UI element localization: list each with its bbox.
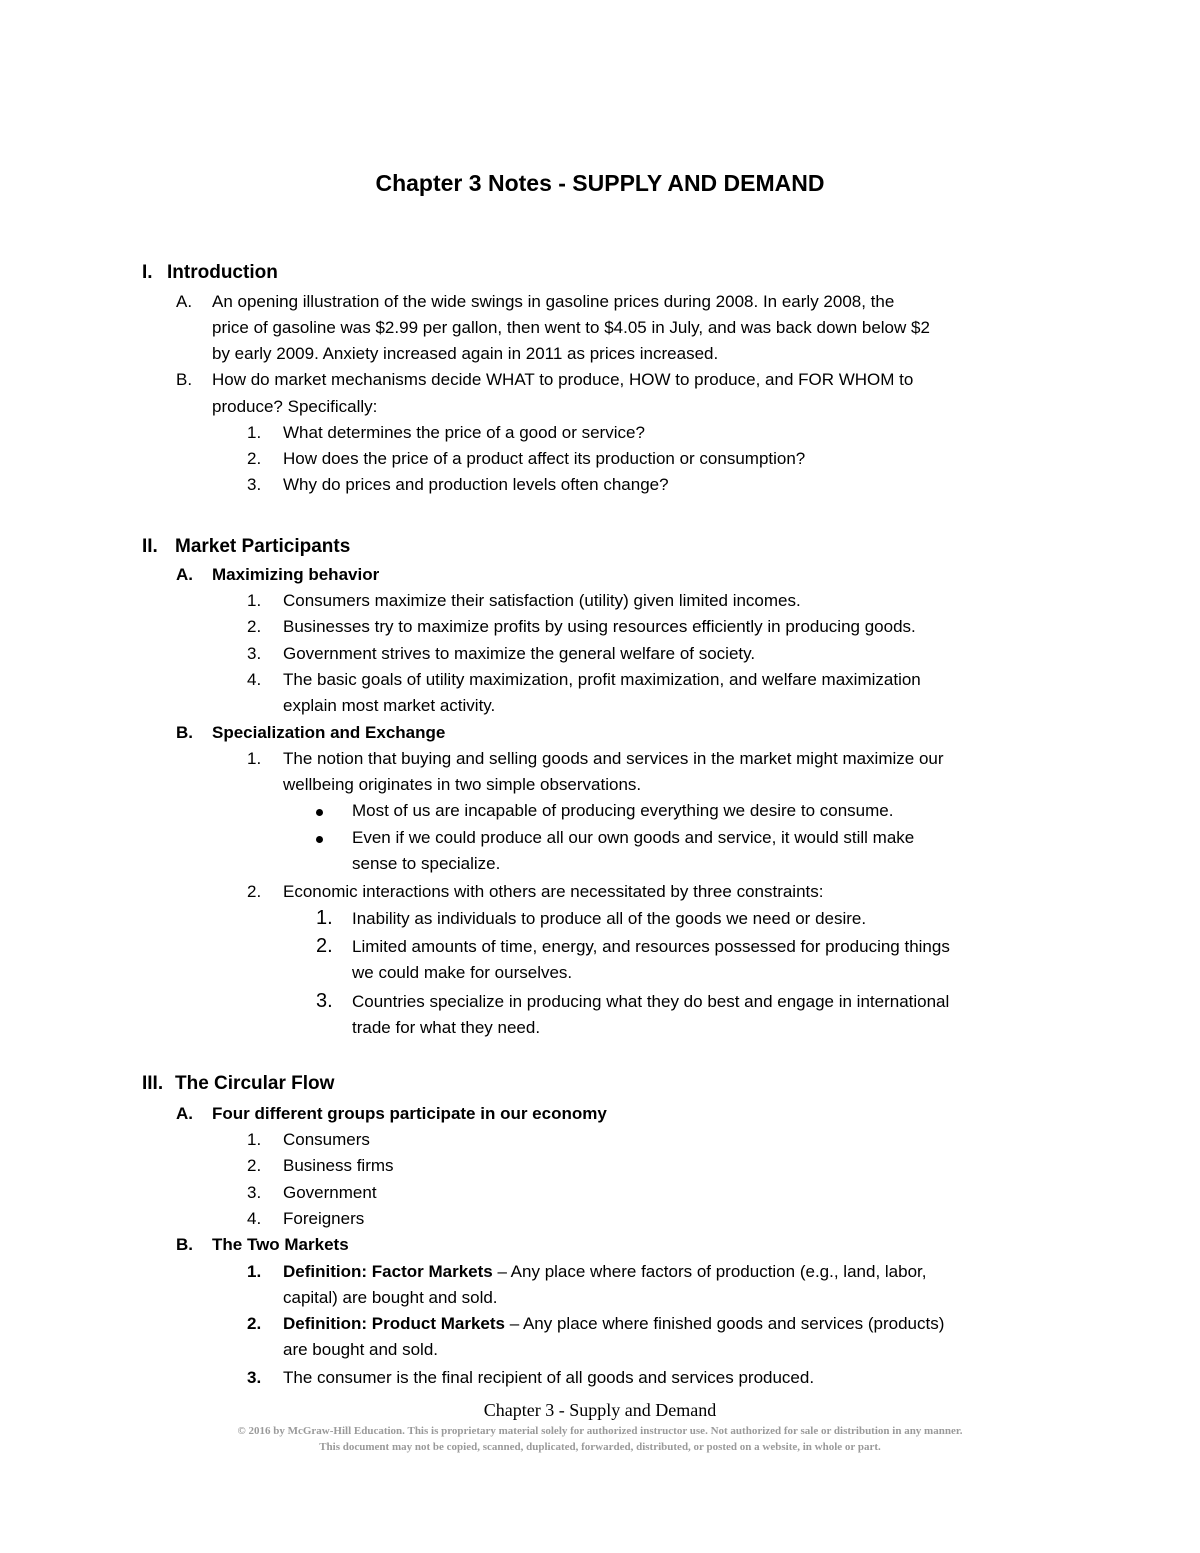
list-item-continued: are bought and sold. [283,1340,439,1359]
list-item-continued: capital) are bought and sold. [283,1288,498,1307]
list-marker: A. [176,292,193,311]
list-marker: 2. [247,617,262,636]
list-item: Consumers maximize their satisfaction (utility) given limited incomes. [283,591,801,610]
section-1-number: I. [142,262,153,283]
bullet-item-continued: sense to specialize. [352,854,501,873]
section-2-number: II. [142,536,158,557]
bullet-icon [316,825,323,851]
paragraph-line: by early 2009. Anxiety increased again in 2011 as prices increased. [212,344,719,363]
section-2-heading: Market Participants [175,536,351,557]
page-title: Chapter 3 Notes - SUPPLY AND DEMAND [375,170,825,196]
list-item: Business firms [283,1156,394,1175]
list-item: Consumers [283,1130,370,1149]
list-item: The consumer is the final recipient of all goods and services produced. [283,1368,815,1387]
list-marker: 1. [247,1130,262,1149]
list-item: The basic goals of utility maximization, profit maximization, and welfare maximization [283,670,921,689]
list-marker: 3. [247,475,262,494]
list-marker: 2. [247,449,262,468]
definition-term: Factor Markets [371,1262,493,1281]
list-marker: 3. [247,1368,262,1387]
section-3-number: III. [142,1073,164,1094]
list-marker: 1. [247,423,262,442]
footer-copyright-notice: This document may not be copied, scanned, duplicated, forwarded, distributed, or posted on a website, in whole or part. [319,1441,881,1453]
list-marker: 2. [247,1314,262,1333]
paragraph-line: How do market mechanisms decide WHAT to produce, HOW to produce, and FOR WHOM to [212,370,914,389]
definition-text: – Any place where factors of production (e.g., land, labor, [492,1262,927,1281]
list-item-continued: we could make for ourselves. [352,963,573,982]
list-item: Government strives to maximize the general welfare of society. [283,644,756,663]
list-item: The notion that buying and selling goods and services in the market might maximize our [283,749,944,768]
footer-chapter-title: Chapter 3 - Supply and Demand [483,1400,717,1420]
subheading: The Two Markets [212,1235,349,1254]
list-item: Government [283,1183,377,1202]
list-marker: 2. [247,1156,262,1175]
list-marker: A. [176,1104,193,1123]
list-item-continued: explain most market activity. [283,696,496,715]
list-marker: B. [176,1235,193,1254]
paragraph-line: produce? Specifically: [212,397,378,416]
section-1-heading: Introduction [167,262,278,283]
list-marker: B. [176,370,193,389]
list-marker: 3. [247,644,262,663]
definition-text: – Any place where finished goods and services (products) [504,1314,945,1333]
list-item: How does the price of a product affect its production or consumption? [283,449,806,468]
list-item: Economic interactions with others are necessitated by three constraints: [283,882,824,901]
list-item: Foreigners [283,1209,365,1228]
list-item: What determines the price of a good or service? [283,423,645,442]
list-item-continued: trade for what they need. [352,1018,541,1037]
paragraph-line: An opening illustration of the wide swings in gasoline prices during 2008. In early 2008, the [212,292,895,311]
definition-line [283,1311,944,1337]
definition-label: Definition: [283,1262,368,1281]
list-marker: 2. [247,882,262,901]
list-item: Inability as individuals to produce all of the goods we need or desire. [352,909,867,928]
list-marker: 4. [247,1209,262,1228]
subheading: Maximizing behavior [212,565,380,584]
list-marker: 1. [247,1262,262,1281]
list-marker: 1. [247,749,262,768]
list-marker: B. [176,723,193,742]
list-marker: A. [176,565,193,584]
list-marker: 1. [247,591,262,610]
subheading: Specialization and Exchange [212,723,446,742]
list-item: Businesses try to maximize profits by using resources efficiently in producing goods. [283,617,916,636]
list-marker: 2. [316,935,333,957]
bullet-item: Even if we could produce all our own goods and service, it would still make [352,828,915,847]
list-item-continued: wellbeing originates in two simple observations. [283,775,642,794]
list-marker: 1. [316,907,333,929]
list-marker: 4. [247,670,262,689]
list-item: Limited amounts of time, energy, and resources possessed for producing things [352,937,950,956]
subheading: Four different groups participate in our economy [212,1104,607,1123]
definition-line [283,1259,926,1285]
list-marker: 3. [247,1183,262,1202]
list-item: Why do prices and production levels often change? [283,475,669,494]
bullet-item: Most of us are incapable of producing everything we desire to consume. [352,801,894,820]
definition-label: Definition: [283,1314,368,1333]
footer-copyright: © 2016 by McGraw-Hill Education. This is proprietary material solely for authorized instructor use. Not authorized for sale or distribution in any manner. [237,1425,963,1437]
section-3-heading: The Circular Flow [175,1073,335,1094]
paragraph-line: price of gasoline was $2.99 per gallon, then went to $4.05 in July, and was back down below $2 [212,318,930,337]
definition-term: Product Markets [371,1314,505,1333]
bullet-icon [316,798,323,824]
list-marker: 3. [316,990,333,1012]
list-item: Countries specialize in producing what they do best and engage in international [352,992,950,1011]
